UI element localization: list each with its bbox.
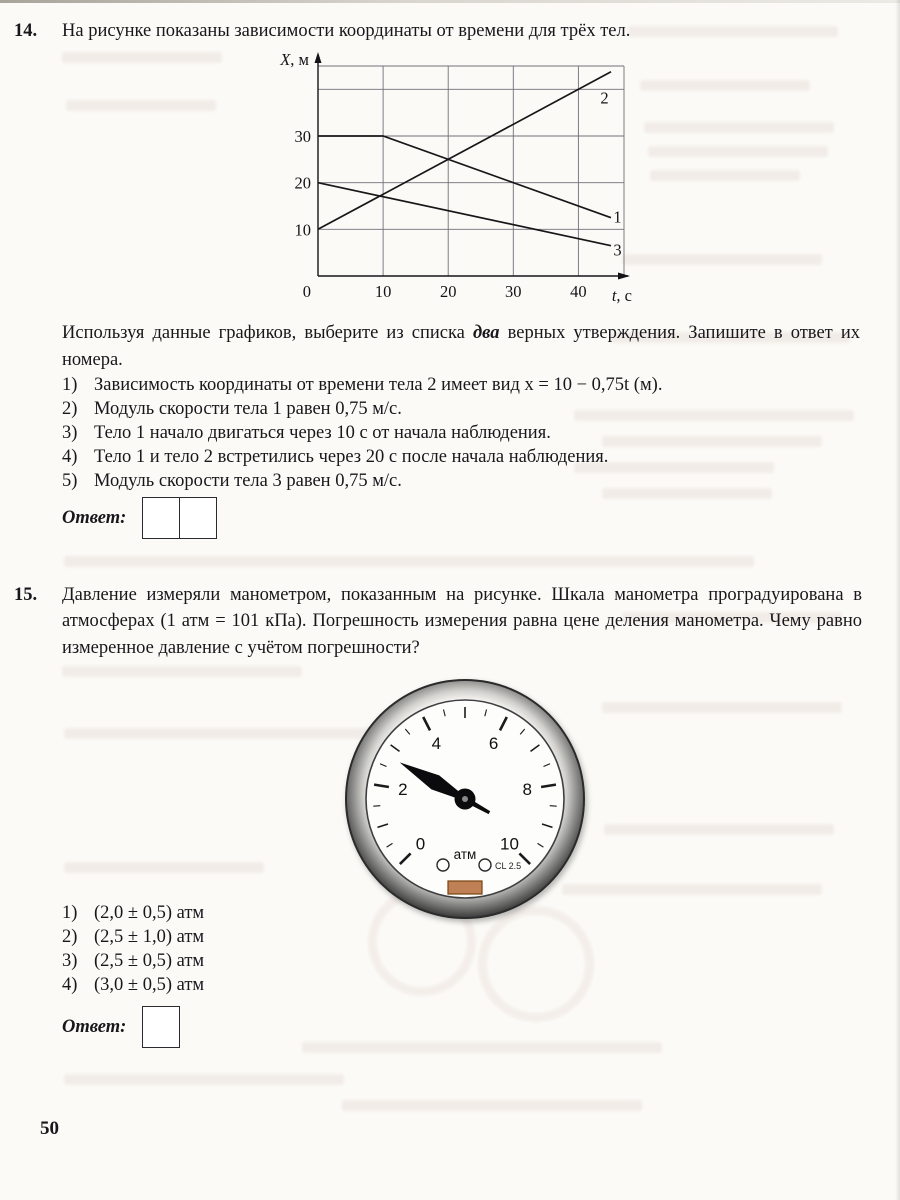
option-text: (2,5 ± 1,0) атм: [94, 926, 205, 947]
gauge-screw-left: [437, 859, 449, 871]
x-axis-label: t, с: [611, 286, 632, 305]
problem-15-number: 15.: [14, 585, 38, 605]
statement-item-4: [62, 446, 860, 469]
answer-row-14: [62, 497, 217, 539]
bleedthrough-artifact: [644, 122, 834, 133]
statement-item-1: [62, 374, 860, 397]
problem-14-text: На рисунке показаны зависимости координаты от времени для трёх тел.: [62, 21, 631, 41]
statement-number: 2): [62, 398, 78, 419]
instruction-emphasis: два: [472, 323, 500, 343]
gauge-screw-right: [479, 859, 491, 871]
bleedthrough-artifact: [62, 666, 302, 677]
gauge-scale-number: 6: [488, 733, 499, 753]
gauge-port: [448, 881, 482, 894]
options-list-15: [62, 902, 402, 998]
gauge-unit-label: атм: [453, 847, 477, 862]
y-tick-label: 30: [294, 127, 311, 146]
answer-label-15: Ответ:: [62, 1016, 127, 1037]
series-line-3: [318, 183, 611, 246]
bleedthrough-artifact: [342, 1100, 642, 1111]
gauge-scale-number: 8: [522, 780, 532, 800]
bleedthrough-artifact: [478, 906, 594, 1022]
answer-cell-1[interactable]: [142, 497, 180, 539]
gauge-scale-number: 0: [415, 834, 426, 854]
bleedthrough-artifact: [650, 170, 800, 181]
x-tick-label: 40: [570, 282, 587, 301]
origin-tick-label: 0: [302, 282, 311, 301]
position-time-graph: [266, 50, 636, 312]
problem-15-text: Давление измеряли манометром, показанным на рисунке. Шкала манометра проградуирована в атмосферах (1 атм = 101 кПа). Погрешность измерения равна цене деления манометра. Чему равно измеренное давление с учётом погрешности?: [62, 585, 862, 658]
option-text: (2,5 ± 0,5) атм: [94, 950, 205, 971]
bleedthrough-artifact: [64, 862, 264, 873]
statements-list-14: [62, 374, 860, 494]
series-label-3: 3: [613, 240, 622, 260]
statement-number: 5): [62, 470, 78, 491]
x-tick-label: 30: [505, 282, 522, 301]
y-axis-label: X, м: [280, 50, 309, 69]
statement-item-5: [62, 470, 860, 493]
answer-cell[interactable]: [142, 1006, 180, 1048]
series-label-1: 1: [613, 207, 622, 227]
option-number: 2): [62, 926, 78, 947]
bleedthrough-artifact: [302, 1042, 662, 1053]
option-text: (2,0 ± 0,5) атм: [94, 903, 205, 923]
pressure-gauge: [342, 676, 588, 922]
statement-text: Модуль скорости тела 3 равен 0,75 м/с.: [94, 470, 402, 491]
grid: [318, 66, 624, 276]
statement-number: 3): [62, 422, 78, 443]
page-number: 50: [40, 1118, 59, 1139]
statement-number: 1): [62, 375, 78, 395]
gauge-scale-number: 10: [500, 834, 519, 854]
y-tick-label: 20: [294, 173, 311, 193]
bleedthrough-artifact: [622, 254, 822, 265]
series-line-2: [318, 72, 611, 230]
option-item-2: [62, 926, 402, 949]
x-tick-label: 20: [439, 282, 457, 301]
problem-15: [14, 582, 862, 661]
gauge-scale-number: 4: [431, 733, 442, 753]
statement-text: Модуль скорости тела 1 равен 0,75 м/с.: [94, 398, 402, 419]
option-number: 3): [62, 950, 78, 971]
answer-boxes-14: [142, 497, 216, 539]
option-number: 1): [62, 903, 78, 923]
option-item-3: [62, 950, 402, 973]
problem-14: [14, 18, 862, 44]
answer-boxes-15: [142, 1006, 180, 1048]
statement-text: Зависимость координаты от времени тела 2 имеет вид x = 10 − 0,75t (м).: [94, 375, 663, 395]
statement-number: 4): [62, 446, 78, 467]
scan-edge-top: [0, 0, 900, 3]
y-tick-label: 10: [294, 220, 311, 240]
problem-14-number: 14.: [14, 21, 38, 41]
answer-row-15: [62, 1006, 180, 1048]
bleedthrough-artifact: [64, 556, 754, 567]
gauge-hub-center: [462, 796, 468, 802]
bleedthrough-artifact: [562, 884, 822, 895]
option-item-1: [62, 902, 402, 925]
option-number: 4): [62, 974, 78, 995]
statement-text: Тело 1 и тело 2 встретились через 20 с после начала наблюдения.: [94, 446, 609, 467]
answer-cell-2[interactable]: [179, 497, 217, 539]
option-item-4: [62, 974, 402, 997]
x-tick-label: 10: [374, 282, 392, 301]
statement-item-2: [62, 398, 860, 421]
instruction-text-before: Используя данные графиков, выберите из списка: [62, 323, 473, 343]
answer-label-14: Ответ:: [62, 507, 127, 528]
statement-text: Тело 1 начало двигаться через 10 с от начала наблюдения.: [94, 422, 551, 443]
bleedthrough-artifact: [640, 80, 810, 91]
option-text: (3,0 ± 0,5) атм: [94, 974, 205, 995]
bleedthrough-artifact: [604, 824, 834, 835]
gauge-scale-number: 2: [398, 780, 408, 800]
problem-14-instruction: [62, 320, 860, 374]
statement-item-3: [62, 422, 860, 445]
bleedthrough-artifact: [602, 702, 842, 713]
scan-edge-right: [895, 0, 900, 1200]
instruction-text-after: верных утверждения. Запишите в ответ их номера.: [62, 323, 860, 370]
gauge-class-label: CL 2.5: [495, 861, 522, 871]
bleedthrough-artifact: [62, 52, 222, 63]
bleedthrough-artifact: [66, 100, 216, 111]
bleedthrough-artifact: [648, 146, 828, 157]
series-label-2: 2: [600, 88, 609, 108]
bleedthrough-artifact: [64, 1074, 344, 1085]
